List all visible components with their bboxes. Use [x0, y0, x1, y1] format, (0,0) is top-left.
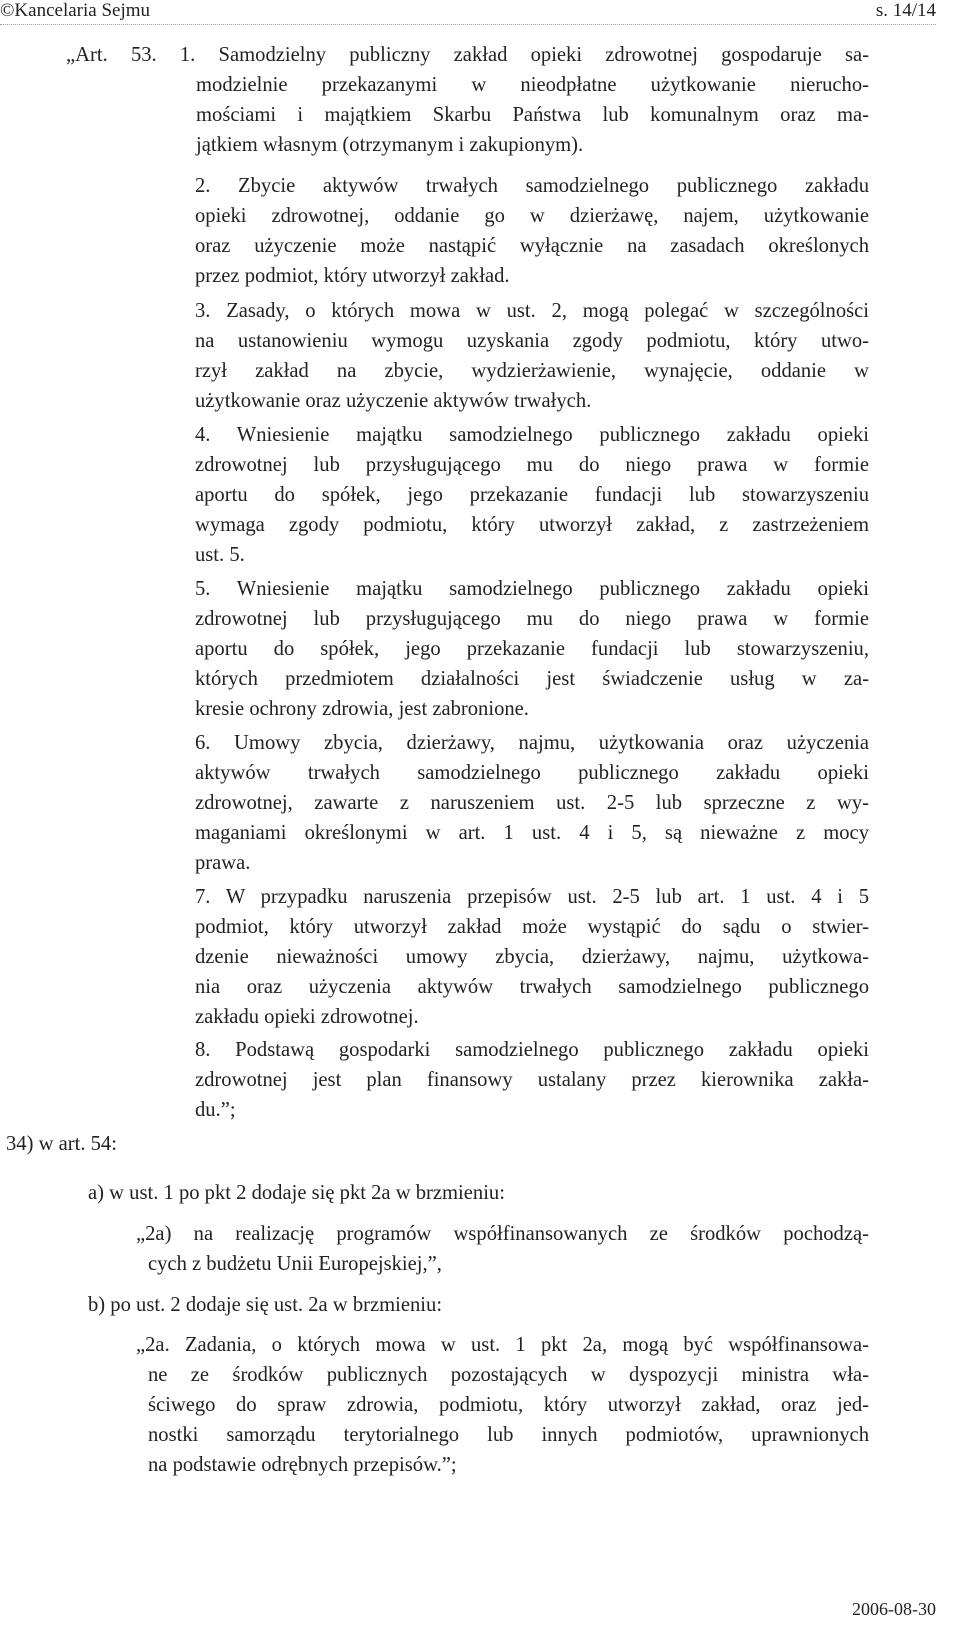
text-line: prawa. — [195, 852, 251, 874]
text-line: zdrowotnej lub przysługującego mu do niego prawa w formie — [195, 454, 869, 476]
text-line: przez podmiot, który utworzył zakład. — [195, 265, 510, 287]
text-line: zdrowotnej, zawarte z naruszeniem ust. 2-5 lub sprzeczne z wy- — [195, 792, 869, 814]
text-line: na podstawie odrębnych przepisów.”; — [148, 1454, 457, 1476]
art-53-ust-1 — [66, 40, 869, 160]
text-line: aportu do spółek, jego przekazanie fundacji lub stowarzyszeniu — [195, 484, 869, 506]
amendment-item-b-quote — [136, 1330, 869, 1480]
amendment-item-b-label: b) po ust. 2 dodaje się ust. 2a w brzmieniu: — [88, 1294, 443, 1316]
text-line: których przedmiotem działalności jest świadczenie usług w za- — [195, 668, 869, 690]
text-line: 2. Zbycie aktywów trwałych samodzielnego publicznego zakładu — [195, 175, 869, 197]
art-53-ust-7 — [196, 882, 869, 1032]
art-53-ust-8 — [196, 1035, 869, 1125]
art-53-ust-3 — [196, 296, 869, 416]
text-line: nostki samorządu terytorialnego lub innych podmiotów, uprawnionych — [148, 1424, 869, 1446]
text-line: 3. Zasady, o których mowa w ust. 2, mogą polegać w szczególności — [195, 300, 869, 322]
amendment-label: 34) w art. 54: — [6, 1133, 117, 1155]
header-source: ©Kancelaria Sejmu — [0, 0, 151, 21]
art-53-ust-4 — [196, 420, 869, 570]
header-page-number: s. 14/14 — [875, 0, 936, 21]
amendment-item-a-label: a) w ust. 1 po pkt 2 dodaje się pkt 2a w brzmieniu: — [88, 1182, 505, 1204]
text-line: ust. 5. — [195, 544, 245, 566]
art-53-ust-5 — [196, 574, 869, 724]
text-line: wymaga zgody podmiotu, który utworzył zakład, z zastrzeżeniem — [195, 514, 869, 536]
text-line: du.”; — [195, 1099, 236, 1121]
text-line: aportu do spółek, jego przekazanie fundacji lub stowarzyszeniu, — [195, 638, 869, 660]
text-line: „2a) na realizację programów współfinansowanych ze środków pochodzą- — [136, 1223, 869, 1245]
text-line: dzenie nieważności umowy zbycia, dzierżawy, najmu, użytkowa- — [195, 946, 869, 968]
text-line: 5. Wniesienie majątku samodzielnego publicznego zakładu opieki — [195, 578, 869, 600]
text-line: rzył zakład na zbycie, wydzierżawienie, wynajęcie, oddanie w — [195, 360, 869, 382]
text-line: 7. W przypadku naruszenia przepisów ust. 2-5 lub art. 1 ust. 4 i 5 — [195, 886, 869, 908]
text-line: zdrowotnej jest plan finansowy ustalany przez kierownika zakła- — [195, 1069, 869, 1091]
text-line: ściwego do spraw zdrowia, podmiotu, który utworzył zakład, oraz jed- — [148, 1394, 869, 1416]
text-line: oraz użyczenie może nastąpić wyłącznie na zasadach określonych — [195, 235, 869, 257]
text-line: zakładu opieki zdrowotnej. — [195, 1006, 419, 1028]
text-line: „2a. Zadania, o których mowa w ust. 1 pkt 2a, mogą być współfinansowa- — [136, 1334, 869, 1356]
text-line: „Art. 53. 1. Samodzielny publiczny zakład opieki zdrowotnej gospodaruje sa- — [66, 44, 869, 66]
text-line: na ustanowieniu wymogu uzyskania zgody podmiotu, który utwo- — [195, 330, 869, 352]
text-line: jątkiem własnym (otrzymanym i zakupionym). — [196, 134, 584, 156]
header-divider — [0, 24, 936, 25]
text-line: nia oraz użyczenia aktywów trwałych samodzielnego publicznego — [195, 976, 869, 998]
text-line: aktywów trwałych samodzielnego publicznego zakładu opieki — [195, 762, 869, 784]
art-53-ust-2 — [196, 171, 869, 291]
text-line: 6. Umowy zbycia, dzierżawy, najmu, użytkowania oraz użyczenia — [195, 732, 869, 754]
text-line: 8. Podstawą gospodarki samodzielnego publicznego zakładu opieki — [195, 1039, 869, 1061]
art-53-ust-6 — [196, 728, 869, 878]
text-line: maganiami określonymi w art. 1 ust. 4 i 5, są nieważne z mocy — [195, 822, 869, 844]
amendment-item-a-quote — [136, 1219, 869, 1279]
text-line: opieki zdrowotnej, oddanie go w dzierżawę, najem, użytkowanie — [195, 205, 869, 227]
text-line: użytkowanie oraz użyczenie aktywów trwałych. — [195, 390, 592, 412]
footer-date: 2006-08-30 — [852, 1599, 936, 1619]
text-line: modzielnie przekazanymi w nieodpłatne użytkowanie nierucho- — [196, 74, 869, 96]
text-line: zdrowotnej lub przysługującego mu do niego prawa w formie — [195, 608, 869, 630]
text-line: 4. Wniesienie majątku samodzielnego publicznego zakładu opieki — [195, 424, 869, 446]
text-line: ne ze środków publicznych pozostających w dyspozycji ministra wła- — [148, 1364, 869, 1386]
text-line: mościami i majątkiem Skarbu Państwa lub komunalnym oraz ma- — [196, 104, 869, 126]
text-line: podmiot, który utworzył zakład może wystąpić do sądu o stwier- — [195, 916, 869, 938]
text-line: cych z budżetu Unii Europejskiej,”, — [148, 1253, 442, 1275]
text-line: kresie ochrony zdrowia, jest zabronione. — [195, 698, 529, 720]
